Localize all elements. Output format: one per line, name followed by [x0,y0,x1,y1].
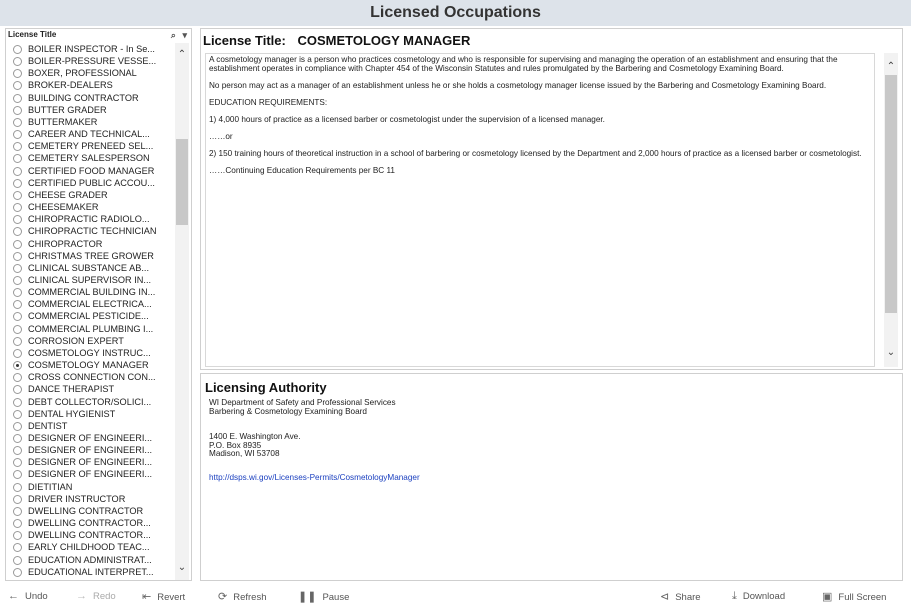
list-item[interactable] [6,140,174,152]
list-item-label: EDUCATIONAL INTERPRET... [28,566,154,577]
radio-icon[interactable] [13,325,22,334]
list-item-label: CHEESE GRADER [28,189,108,200]
list-item-label: EDUCATION ADMINISTRAT... [28,554,152,565]
list-item[interactable] [6,79,174,91]
radio-icon[interactable] [13,167,22,176]
list-item-label: DESIGNER OF ENGINEERI... [28,433,153,443]
list-item[interactable] [6,43,174,55]
list-item-label: BUTTER GRADER [28,104,107,115]
radio-icon[interactable] [13,568,22,577]
radio-icon[interactable] [13,288,22,297]
list-item[interactable] [6,517,174,529]
list-item-label: CORROSION EXPERT [28,335,124,346]
list-item[interactable] [6,408,174,420]
list-item[interactable] [6,420,174,432]
description-paragraph: 1) 4,000 hours of practice as a licensed barber or cosmetologist under the supervision of a licensed manager. [209,115,605,124]
list-item[interactable] [6,396,174,408]
list-item[interactable] [6,481,174,493]
scroll-up-icon[interactable]: ⌃ [886,61,896,72]
fullscreen-icon: ▣ [822,591,833,603]
radio-icon[interactable] [13,543,22,552]
filter-header-label: License Title [8,30,57,39]
list-scrollbar[interactable] [175,43,189,580]
list-item[interactable] [6,566,174,578]
radio-icon[interactable] [13,385,22,394]
refresh-button[interactable] [218,590,266,603]
radio-icon[interactable] [13,446,22,455]
authority-address: P.O. Box 8935 [209,440,262,450]
license-title-value: COSMETOLOGY MANAGER [297,33,471,48]
list-item[interactable] [6,55,174,67]
list-item-label: COMMERCIAL PLUMBING I... [28,323,154,334]
list-item-label: CHIROPRACTIC RADIOLO... [28,214,150,225]
list-item[interactable] [6,371,174,383]
radio-icon[interactable] [13,276,22,285]
refresh-icon: ⟳ [218,591,228,603]
filter-header [6,29,192,43]
list-item-label: BOILER-PRESSURE VESSE... [28,56,157,67]
radio-icon[interactable] [13,118,22,127]
list-item[interactable] [6,286,174,298]
radio-icon[interactable] [13,215,22,224]
list-item[interactable] [6,116,174,128]
list-item-label: CHIROPRACTIC TECHNICIAN [28,226,157,237]
radio-icon[interactable] [13,191,22,200]
list-item[interactable] [6,92,174,104]
radio-icon[interactable] [13,94,22,103]
list-item[interactable] [6,165,174,177]
list-item-label: DANCE THERAPIST [28,384,115,395]
list-item[interactable] [6,152,174,164]
radio-icon[interactable] [13,361,22,370]
description-paragraph: EDUCATION REQUIREMENTS: [209,98,328,107]
revert-button[interactable] [142,590,185,603]
list-item[interactable] [6,262,174,274]
list-item[interactable] [6,274,174,286]
list-item-label: CERTIFIED PUBLIC ACCOU... [28,177,155,188]
revert-label: Revert [157,592,186,603]
list-item[interactable] [6,104,174,116]
list-item[interactable] [6,383,174,395]
revert-icon: ⇤ [142,591,152,603]
authority-address: 1400 E. Washington Ave. [209,432,301,441]
chevron-down-icon[interactable]: ▾ [182,30,187,40]
list-item[interactable] [6,505,174,517]
radio-icon[interactable] [13,410,22,419]
list-item[interactable] [6,201,174,213]
fullscreen-button[interactable] [822,590,886,603]
list-item-label: CEMETERY PRENEED SEL... [28,141,154,152]
description-paragraph: A cosmetology manager is a person who practices cosmetology and who is responsible for supervising and managing the operation of an establishment and ensuring that the establishment operates in compliance with Chapter 454 of the Wisconsin Statutes and rules promulgated by the Barbering and Cosmetology Examining Board. [209,55,838,73]
list-item-label: DEBT COLLECTOR/SOLICI... [28,396,152,407]
list-item[interactable] [6,323,174,335]
license-title-filter [5,28,192,581]
list-item-label: CHIROPRACTOR [28,238,103,249]
list-item[interactable] [6,67,174,79]
list-item[interactable] [6,225,174,237]
undo-icon: ← [8,590,19,602]
undo-button[interactable] [8,590,48,602]
radio-icon[interactable] [13,458,22,467]
description-paragraph: 2) 150 training hours of theoretical instruction in a school of barbering or cosmetology licensed by the Department and 2,000 hours of practice as a licensed barber or cosmetologist. [209,149,862,158]
share-button[interactable] [660,590,701,603]
radio-icon[interactable] [13,45,22,54]
list-item[interactable] [6,554,174,566]
list-item[interactable] [6,444,174,456]
list-item-label: CHEESEMAKER [28,202,99,213]
list-item-label: DWELLING CONTRACTOR... [28,530,151,541]
authority-line: Barbering & Cosmetology Examining Board [209,406,367,416]
share-label: Share [675,592,701,603]
description-paragraph: ……or [209,132,233,141]
list-item-label: DWELLING CONTRACTOR... [28,518,151,529]
list-item[interactable] [6,359,174,371]
download-icon: ⤓ [732,590,737,602]
page-title: Licensed Occupations [0,0,911,26]
pause-label: Pause [322,592,350,603]
radio-icon[interactable] [13,106,22,115]
list-item-label: CROSS CONNECTION CON... [28,372,156,383]
license-detail-panel [200,28,903,370]
list-item[interactable] [6,432,174,444]
download-button[interactable] [732,590,785,603]
license-title-heading [203,33,470,48]
list-item-label: DESIGNER OF ENGINEERI... [28,457,153,468]
authority-address: Madison, WI 53708 [209,449,280,458]
radio-icon[interactable] [13,483,22,492]
authority-line: WI Department of Safety and Professional Services [209,398,396,407]
bottom-toolbar [0,585,911,606]
description-paragraph: ……Continuing Education Requirements per BC 11 [209,166,395,175]
radio-icon[interactable] [13,312,22,321]
list-item-label: COMMERCIAL PESTICIDE... [28,311,149,322]
scroll-up-icon[interactable]: ⌃ [177,49,187,60]
list-item[interactable] [6,493,174,505]
radio-icon[interactable] [13,227,22,236]
description-paragraph: No person may act as a manager of an establishment unless he or she holds a cosmetology manager license issued by the Barbering and Cosmetology Examining Board. [209,81,827,90]
radio-icon[interactable] [13,81,22,90]
radio-icon[interactable] [13,495,22,504]
pause-button[interactable] [298,590,349,603]
list-item-label: BOXER, PROFESSIONAL [28,68,137,79]
scroll-thumb[interactable] [885,75,897,313]
list-item-label: EARLY CHILDHOOD TEAC... [28,542,150,553]
share-icon: ⊲ [660,591,670,603]
list-item[interactable] [6,529,174,541]
radio-icon[interactable] [13,142,22,151]
scroll-down-icon[interactable]: ⌄ [886,347,896,358]
redo-label: Redo [93,591,116,602]
radio-icon[interactable] [13,422,22,431]
description-scrollbar[interactable] [884,53,898,367]
radio-icon[interactable] [13,130,22,139]
search-icon[interactable]: ⌕ [170,30,176,40]
radio-icon[interactable] [13,519,22,528]
radio-icon[interactable] [13,507,22,516]
list-item-label: COSMETOLOGY INSTRUC... [28,347,151,358]
list-item-label: DWELLING CONTRACTOR [28,505,144,516]
list-item-label: CLINICAL SUPERVISOR IN... [28,274,152,285]
radio-icon[interactable] [13,300,22,309]
license-title-label: License Title: [203,33,286,48]
list-item-label: CLINICAL SUBSTANCE AB... [28,262,150,273]
list-item-label: COMMERCIAL BUILDING IN... [28,287,156,298]
list-item[interactable] [6,177,174,189]
radio-icon[interactable] [13,556,22,565]
list-item-label: CHRISTMAS TREE GROWER [28,250,154,261]
radio-icon[interactable] [13,373,22,382]
list-item-label: BUILDING CONTRACTOR [28,92,139,103]
list-item-label: DRIVER INSTRUCTOR [28,493,126,504]
list-item[interactable] [6,189,174,201]
scroll-down-icon[interactable]: ⌄ [177,562,187,573]
fullscreen-label: Full Screen [838,592,887,603]
list-item-label: COSMETOLOGY MANAGER [28,360,149,371]
authority-details [209,399,420,482]
list-item[interactable] [6,541,174,553]
list-item-label: BROKER-DEALERS [28,80,113,91]
list-item[interactable] [6,250,174,262]
list-item[interactable] [6,347,174,359]
redo-icon: → [76,590,87,602]
radio-icon[interactable] [13,203,22,212]
pause-icon: ❚❚ [298,591,317,603]
list-item-label: DENTIST [28,420,68,431]
authority-link[interactable]: http://dsps.wi.gov/Licenses-Permits/CosmetologyManager [209,472,420,482]
radio-icon[interactable] [13,337,22,346]
download-label: Download [742,591,786,602]
list-item-label: DESIGNER OF ENGINEERI... [28,469,153,480]
list-item[interactable] [6,213,174,225]
radio-icon[interactable] [13,470,22,479]
radio-icon[interactable] [13,154,22,163]
list-item-label: CEMETERY SALESPERSON [28,153,150,164]
list-item-label: CAREER AND TECHNICAL... [28,129,150,140]
list-item-label: CERTIFIED FOOD MANAGER [28,165,155,176]
list-item[interactable] [6,128,174,140]
list-item[interactable] [6,335,174,347]
list-item-label: COMMERCIAL ELECTRICA... [28,299,152,310]
radio-icon[interactable] [13,264,22,273]
list-item-label: DENTAL HYGIENIST [28,408,116,419]
radio-icon[interactable] [13,349,22,358]
radio-icon[interactable] [13,179,22,188]
licensing-authority-panel [200,373,903,581]
list-item[interactable] [6,456,174,468]
scroll-thumb[interactable] [176,139,188,225]
radio-icon[interactable] [13,57,22,66]
list-item-label: DIETITIAN [28,481,73,492]
list-item-label: BUTTERMAKER [28,116,98,127]
refresh-label: Refresh [233,592,267,603]
license-description [205,53,875,367]
list-item[interactable] [6,238,174,250]
radio-icon[interactable] [13,398,22,407]
undo-label: Undo [25,591,48,602]
list-item-label: DESIGNER OF ENGINEERI... [28,445,153,456]
list-item[interactable] [6,298,174,310]
radio-icon[interactable] [13,69,22,78]
list-item-label: BOILER INSPECTOR - In Se... [28,44,155,54]
authority-heading: Licensing Authority [205,380,327,395]
radio-icon[interactable] [13,240,22,249]
radio-icon[interactable] [13,434,22,443]
redo-button[interactable] [76,590,116,602]
radio-icon[interactable] [13,531,22,540]
license-title-list [6,43,174,578]
radio-icon[interactable] [13,252,22,261]
list-item[interactable] [6,310,174,322]
list-item[interactable] [6,468,174,480]
